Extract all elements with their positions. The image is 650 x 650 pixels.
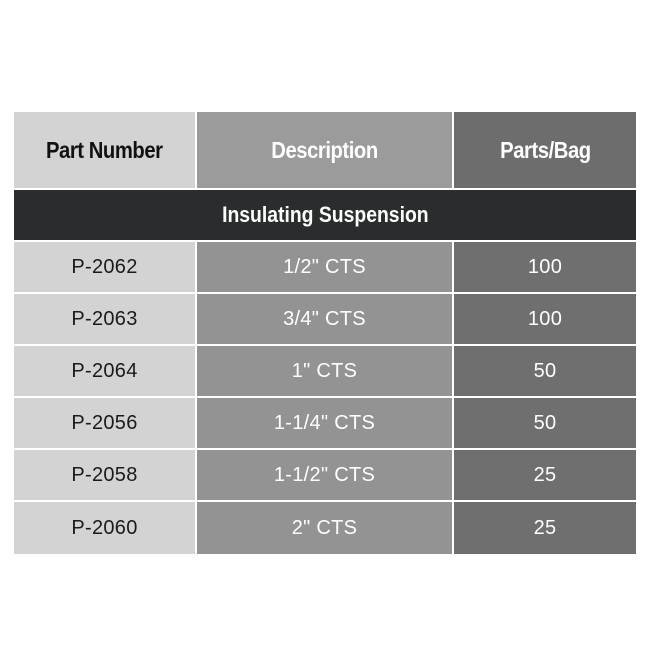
cell-part-number: P-2056 — [14, 398, 197, 450]
cell-part-number: P-2060 — [14, 502, 197, 554]
cell-parts-per-bag: 25 — [454, 450, 636, 502]
cell-parts-per-bag: 50 — [454, 398, 636, 450]
cell-parts-per-bag: 25 — [454, 502, 636, 554]
cell-description: 3/4" CTS — [197, 294, 454, 346]
section-row — [14, 190, 636, 242]
cell-parts-per-bag: 100 — [454, 294, 636, 346]
table-row — [14, 502, 636, 554]
cell-description: 1/2" CTS — [197, 242, 454, 294]
cell-description: 1-1/4" CTS — [197, 398, 454, 450]
section-title: Insulating Suspension — [14, 190, 636, 242]
table-row — [14, 242, 636, 294]
cell-part-number: P-2064 — [14, 346, 197, 398]
header-description: Description — [197, 112, 454, 190]
cell-part-number: P-2063 — [14, 294, 197, 346]
cell-description: 2" CTS — [197, 502, 454, 554]
table-row — [14, 450, 636, 502]
parts-table — [14, 112, 636, 554]
cell-parts-per-bag: 100 — [454, 242, 636, 294]
header-parts-per-bag: Parts/Bag — [454, 112, 636, 190]
table-row — [14, 398, 636, 450]
cell-description: 1-1/2" CTS — [197, 450, 454, 502]
cell-description: 1" CTS — [197, 346, 454, 398]
cell-parts-per-bag: 50 — [454, 346, 636, 398]
header-part-number: Part Number — [14, 112, 197, 190]
table-row — [14, 294, 636, 346]
table-row — [14, 346, 636, 398]
cell-part-number: P-2058 — [14, 450, 197, 502]
cell-part-number: P-2062 — [14, 242, 197, 294]
table-header-row — [14, 112, 636, 190]
